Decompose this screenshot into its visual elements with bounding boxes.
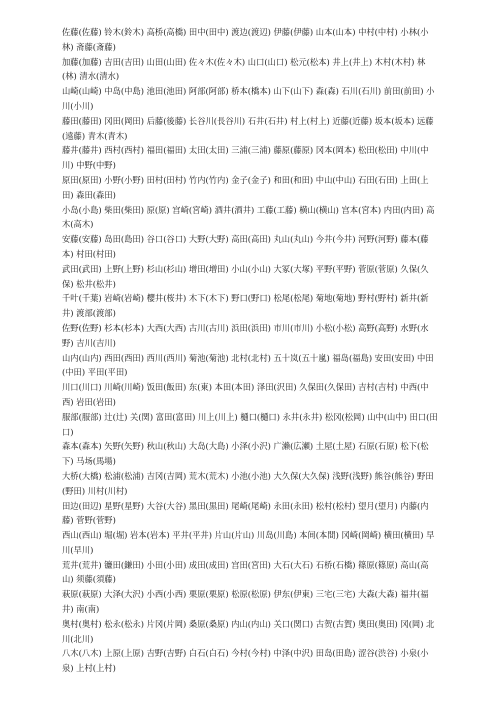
name-paragraph-11: 佐野(佐野) 杉本(杉本) 大西(大西) 古川(古川) 浜田(浜田) 市川(市川) 小松(小松) 高野(高野) 水野(水野) 吉川(吉川) <box>62 322 429 348</box>
name-paragraph-3: 山崎(山崎) 中岛(中島) 池田(池田) 阿部(阿部) 桥本(橋本) 山下(山下) 森(森) 石川(石川) 前田(前田) 小川(小川) <box>62 86 435 111</box>
name-paragraph-20: 萩原(萩原) 大泽(大沢) 小西(小西) 栗原(栗原) 松原(松原) 伊东(伊東) 三宅(三宅) 大森(大森) 福井(福井) 南(南) <box>62 589 429 615</box>
name-paragraph-16: 大桥(大橋) 松浦(松浦) 吉冈(吉岡) 荒木(荒木) 小池(小池) 大久保(大久保) 浅野(浅野) 熊谷(熊谷) 野田(野田) 川村(川村) <box>62 470 434 496</box>
name-paragraph-1: 佐藤(佐藤) 铃木(鈴木) 高桥(高橋) 田中(田中) 渡边(渡辺) 伊藤(伊藤) 山本(山本) 中村(中村) 小林(小林) 斋藤(斎藤) <box>62 27 429 52</box>
name-paragraph-18: 西山(西山) 堀(堀) 岩本(岩本) 平井(平井) 片山(片山) 川岛(川島) 本间(本間) 冈崎(岡崎) 横田(横田) 早川(早川) <box>62 530 435 555</box>
name-paragraph-9: 武田(武田) 上野(上野) 杉山(杉山) 增田(増田) 小山(小山) 大冢(大塚) 平野(平野) 菅原(菅原) 久保(久保) 松井(松井) <box>62 263 429 289</box>
name-paragraph-6: 原田(原田) 小野(小野) 田村(田村) 竹内(竹内) 金子(金子) 和田(和田) 中山(中山) 石田(石田) 上田(上田) 森田(森田) <box>62 174 429 200</box>
name-paragraph-2: 加藤(加藤) 吉田(吉田) 山田(山田) 佐々木(佐々木) 山口(山口) 松元(松本) 井上(井上) 木村(木村) 林(林) 清水(清水) <box>62 56 426 82</box>
name-paragraph-12: 山内(山内) 西田(西田) 西川(西川) 菊池(菊池) 北村(北村) 五十岚(五十嵐) 福岛(福島) 安田(安田) 中田(中田) 平田(平田) <box>62 352 434 378</box>
name-paragraph-10: 千叶(千葉) 岩崎(岩崎) 樱井(桜井) 木下(木下) 野口(野口) 松尾(松尾) 菊地(菊地) 野村(野村) 新井(新井) 渡部(渡部) <box>62 293 429 319</box>
name-paragraph-4: 藤田(藤田) 冈田(岡田) 后藤(後藤) 长谷川(長谷川) 石井(石井) 村上(村上) 近藤(近藤) 坂本(坂本) 远藤(遠藤) 青木(青木) <box>62 115 434 141</box>
name-paragraph-21: 奥村(奥村) 松永(松永) 片冈(片岡) 桑原(桑原) 内山(内山) 关口(関口) 古贺(古賀) 奥田(奥田) 冈(岡) 北川(北川) <box>62 618 435 644</box>
name-paragraph-8: 安藤(安藤) 岛田(島田) 谷口(谷口) 大野(大野) 高田(高田) 丸山(丸山) 今井(今井) 河野(河野) 藤本(藤本) 村田(村田) <box>62 234 429 259</box>
name-paragraph-5: 藤井(藤井) 西村(西村) 福田(福田) 太田(太田) 三浦(三浦) 藤原(藤原) 冈本(岡本) 松田(松田) 中川(中川) 中野(中野) <box>62 145 429 171</box>
name-paragraph-7: 小岛(小島) 柴田(柴田) 原(原) 宫崎(宮崎) 酒井(酒井) 工藤(工藤) 横山(横山) 宫本(宮本) 内田(内田) 高木(高木) <box>62 204 435 230</box>
name-paragraph-19: 荒井(荒井) 镰田(鎌田) 小田(小田) 成田(成田) 宫田(宮田) 大石(大石) 石桥(石橋) 篠原(篠原) 高山(高山) 须藤(須藤) <box>62 559 429 585</box>
name-paragraph-22: 八木(八木) 上原(上原) 吉野(吉野) 白石(白石) 今村(今村) 中泽(中沢) 田岛(田島) 涩谷(渋谷) 小泉(小泉) 上村(上村) <box>62 648 429 674</box>
name-paragraph-17: 田边(田辺) 星野(星野) 大谷(大谷) 黑田(黒田) 尾崎(尾崎) 永田(永田) 松村(松村) 望月(望月) 内藤(内藤) 菅野(菅野) <box>62 500 429 526</box>
name-paragraph-14: 服部(服部) 辻(辻) 关(関) 富田(富田) 川上(川上) 樋口(樋口) 永井(永井) 松冈(松岡) 山中(山中) 田口(田口) <box>62 411 438 437</box>
name-paragraph-13: 川口(川口) 川崎(川崎) 饭田(飯田) 东(東) 本田(本田) 泽田(沢田) 久保田(久保田) 吉村(吉村) 中西(中西) 岩田(岩田) <box>62 382 429 407</box>
name-paragraph-15: 森本(森本) 矢野(矢野) 秋山(秋山) 大岛(大島) 小泽(小沢) 广濑(広瀬) 土屋(土屋) 石原(石原) 松下(松下) 马场(馬場) <box>62 441 429 467</box>
